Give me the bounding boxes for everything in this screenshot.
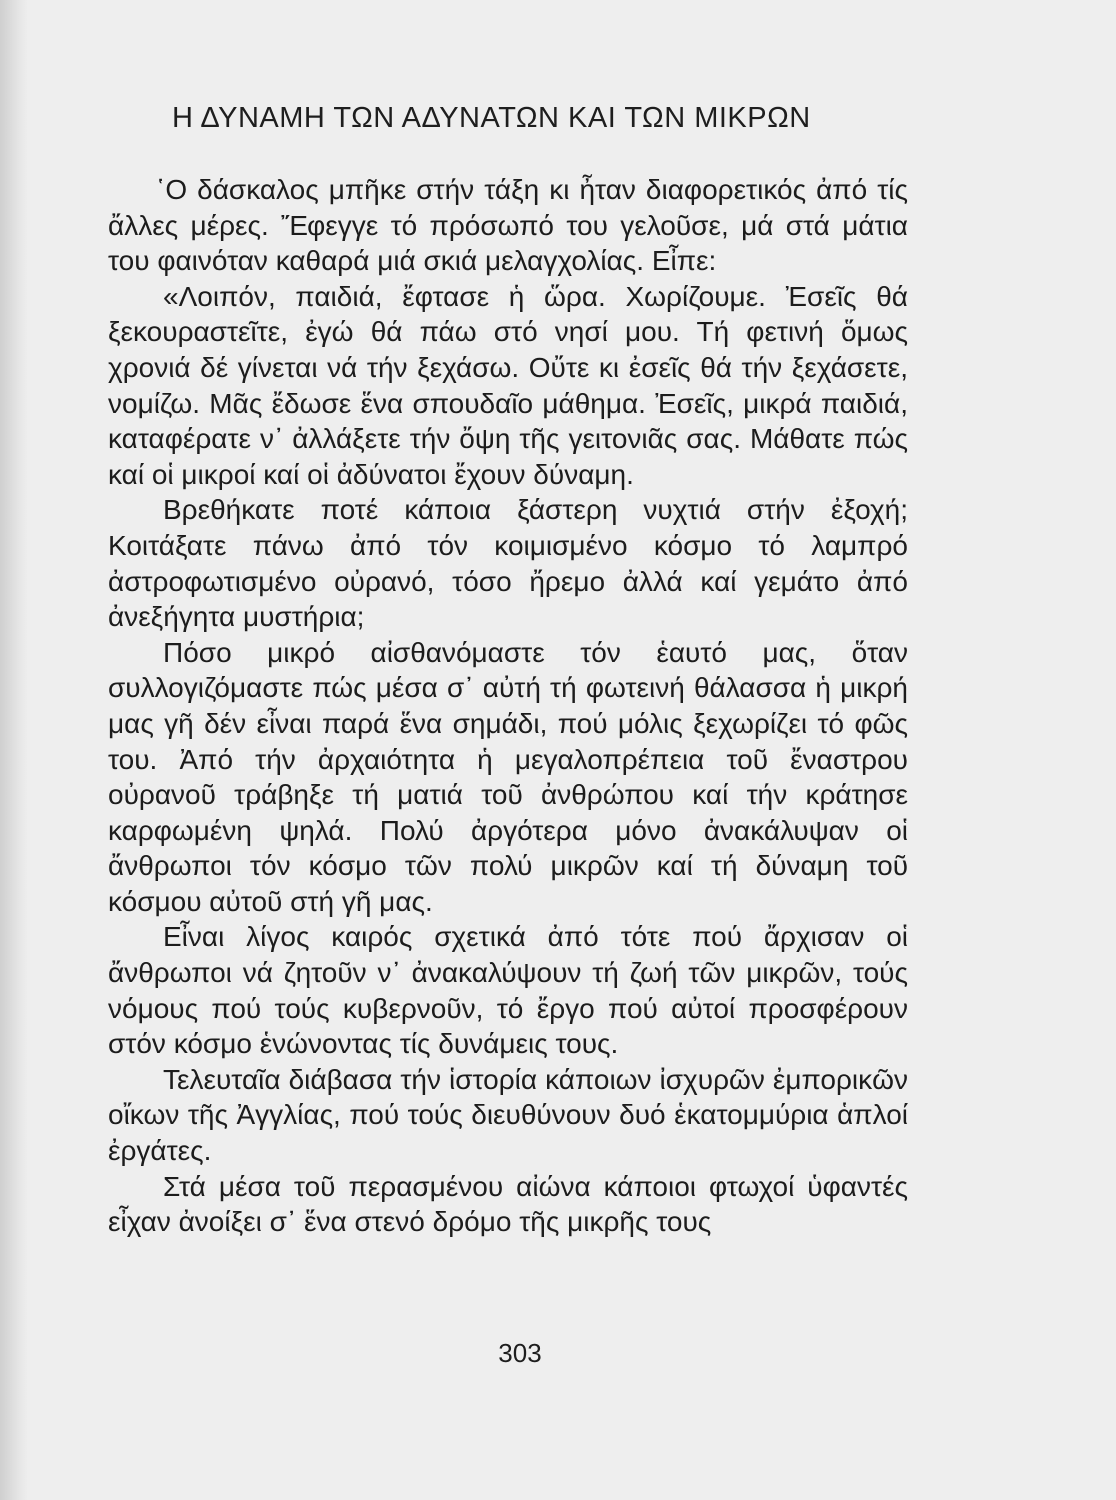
paragraph-3: Βρεθήκατε ποτέ κάποια ξάστερη νυχτιά στήν ἐξοχή; Κοιτάξατε πάνω ἀπό τόν κοιμισμένο κόσμο τό λαμπρό ἀστροφωτισμένο οὐρανό, τόσο ἤρεμο ἀλλά καί γεμάτο ἀπό ἀνεξήγητα μυστήρια;: [108, 494, 908, 633]
paragraph-5: Εἶναι λίγος καιρός σχετικά ἀπό τότε πού ἄρχισαν οἱ ἄνθρωποι νά ζητοῦν ν᾽ ἀνακαλύψουν τή ζωή τῶν μικρῶν, τούς νόμους πού τούς κυβερνοῦν, τό ἔργο πού αὐτοί προσφέρουν στόν κόσμο ἑνώνοντας τίς δυνάμεις τους.: [108, 921, 908, 1060]
body-text: [108, 172, 908, 1240]
paragraph-4: Πόσο μικρό αἰσθανόμαστε τόν ἑαυτό μας, ὅταν συλλογιζόμαστε πώς μέσα σ᾽ αὐτή τή φωτεινή θάλασσα ἡ μικρή μας γῆ δέν εἶναι παρά ἕνα σημάδι, πού μόλις ξεχωρίζει τό φῶς του. Ἀπό τήν ἀρχαιότητα ἡ μεγαλοπρέπεια τοῦ ἔναστρου οὐρανοῦ τράβηξε τή ματιά τοῦ ἀνθρώπου καί τήν κράτησε καρφωμένη ψηλά. Πολύ ἀργότερα μόνο ἀνακάλυψαν οἱ ἄνθρωποι τόν κόσμο τῶν πολύ μικρῶν καί τή δύναμη τοῦ κόσμου αὐτοῦ στή γῆ μας.: [108, 636, 908, 917]
paragraph-7: Στά μέσα τοῦ περασμένου αἰώνα κάποιοι φτωχοί ὑφαντές εἶχαν ἀνοίξει σ᾽ ἕνα στενό δρόμο τῆς μικρῆς τους: [108, 1170, 908, 1238]
paragraph-6: Τελευταῖα διάβασα τήν ἱστορία κάποιων ἰσχυρῶν ἐμπορικῶν οἴκων τῆς Ἀγγλίας, πού τούς διευθύνουν δυό ἑκατομμύρια ἁπλοί ἐργάτες.: [108, 1063, 908, 1167]
chapter-title: Η ΔΥΝΑΜΗ ΤΩΝ ΑΔΥΝΑΤΩΝ ΚΑΙ ΤΩΝ ΜΙΚΡΩΝ: [172, 102, 811, 134]
paragraph-1: ῾Ο δάσκαλος μπῆκε στήν τάξη κι ἦταν διαφορετικός ἀπό τίς ἄλλες μέρες. Ἔφεγγε τό πρόσωπό του γελοῦσε, μά στά μάτια του φαινόταν καθαρά μιά σκιά μελαγχολίας. Εἶπε:: [108, 174, 908, 277]
page-number: 303: [498, 1338, 542, 1368]
paragraph-2: «Λοιπόν, παιδιά, ἔφτασε ἡ ὥρα. Χωρίζουμε. Ἐσεῖς θά ξεκουραστεῖτε, ἐγώ θά πάω στό νησί μου. Τή φετινή ὅμως χρονιά δέ γίνεται νά τήν ξεχάσω. Οὔτε κι ἐσεῖς θά τήν ξεχάσετε, νομίζω. Μᾶς ἔδωσε ἕνα σπουδαῖο μάθημα. Ἐσεῖς, μικρά παιδιά, καταφέρατε ν᾽ ἀλλάξετε τήν ὄψη τῆς γειτονιᾶς σας. Μάθατε πώς καί οἱ μικροί καί οἱ ἀδύνατοι ἔχουν δύναμη.: [108, 280, 908, 490]
